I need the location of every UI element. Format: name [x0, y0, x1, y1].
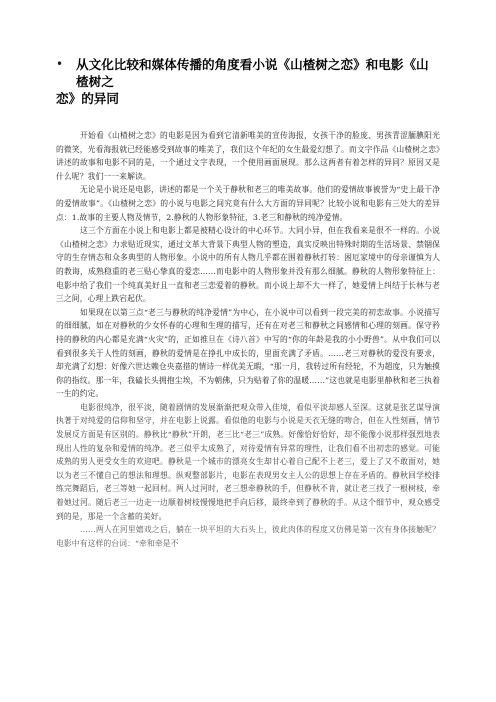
document-title-continued: 恋》的异同 [56, 91, 119, 106]
bullet-icon: • [56, 57, 64, 71]
paragraph-6: ……两人在河里嬉戏之后，躺在一块平坦的大石头上，彼此肉体的程度又仿佛是第一次有身体接触呢？电影中有这样的台词：“牵和牵是不 [56, 525, 440, 548]
paragraph-4: 如果现在以第三点“老三与静秋的纯净爱情”为中心，在小说中可以看到一段完美的初恋故事。小说描写的细细腻，如在对静秋的少女怀春的心理和生理的描写，还有在对老三和静秋之间感情和心理的刻画。保守矜持的静秋的内心都是充满“火灾”的，正如推旦在《诗八首》中写的“你的年龄是我的小小野兽”。从中我们可以看到很多关于人性的刻画，静秋的爱情是在挣扎中成长的，里面充满了矛盾。……老三对静秋的爱没有要求，却充满了幻想：好像六世达赖仓央嘉措的情诗一样优美无暇，“那一月，我转过所有经轮，不为超度，只为触摸你的指纹。那一年，我磕长头拥抱尘埃，不为朝佛，只为贴着了你的温暖……”这也就是电影里静秋和老三执着一生的约定。 [56, 307, 440, 399]
title-row [56, 56, 440, 90]
paragraph-3: 这三个方面在小说上和电影上都是被精心设计的中心环节。大同小异，但在我看来是很不一样的。小说《山楂树之恋》力求贴近现实，通过文革大背景下典型人物的塑造，真实反映出特殊时期的生活场景、禁锢保守的生存情态和众多典型的人物形象。小说中的所有人物几乎都在围着静秋打转：困厄家境中的母亲谨慎为人的教诲，成熟稳重的老三贴心挚真的爱恋……而电影中的人物形象并没有那么细腻。静秋的人物形象特征上：电影中给了我们一个纯真美好且一直和老三恋爱着的静秋。而小说上却不大一样了，她爱情上纠结于长林与老三之间，心理上跌宕起伏。 [56, 226, 440, 304]
paragraph-1: 开始看《山楂树之恋》的电影是因为看到它清新唯美的宣传海报，女孩干净的脸庞、男孩青涩腼腆阳光的微笑，光看海报就已经能感受到故事的唯美了，我们这个年纪的女生最爱幻想了。而文字作品《山楂树之恋》讲述的故事和电影不同的是，一个通过文字表现，一个使用画面展现。那么这两者有着怎样的异同？原因又是什么呢？我们一一来解读。 [56, 131, 440, 181]
document-body [56, 129, 440, 550]
document-title: 从文化比较和媒体传播的角度看小说《山楂树之恋》和电影《山楂树之 [76, 57, 429, 89]
paragraph-5: 电影很纯净，很平淡，随着剧情的发展渐渐把观众带入佳境，看似平淡却感人至深。这就是张艺谋导演执著于对纯爱的信仰和坚守，并在电影上说露。看似他的电影与小说是天衣无缝的吻合，但在人性刻画，情节发展反方面是有区别的。静秋比“静秋”开朗，老三比“老三”成熟。好像恰好恰好，却不能像小说那样强烈地表现出人性的复杂和爱情的纯净。老三似乎太成熟了，对待爱情有异常的理性，让我们看不出初恋的感觉。可能成熟的男人更受女生的欢迎吧。静秋是一个城市的漂亮女生却甘心着自己配不上老三，爱上了又不敢面对，她以为老三不懂自己的想法和理想。纵观整部影片，电影在表现男女主人公的思想上存在矛盾的。静秋回学校排练完舞蹈后，老三等她一起回村。两人过河时，老三想牵静秋的手，但静秋不肯，就让老三找了一根树枝，牵着她过河。随后老三一边走一边顺着树枝慢慢地把手向后移，最终牵到了静秋的手。从这个细节中，观众感受到的是，那是一个含蓄的美好。 [56, 402, 440, 521]
paragraph-2: 无论是小说还是电影，讲述的都是一个关于静秋和老三的唯美故事。他们的爱情故事被誉为“史上最干净的爱情故事”。《山楂树之恋》的小说与电影之间究竟有什么大方面的异同呢？比较小说和电影有三处大的差异点：1.故事的主要人物及情节，2.静秋的人物形象特征，3.老三和静秋的纯净爱情。 [56, 185, 440, 222]
